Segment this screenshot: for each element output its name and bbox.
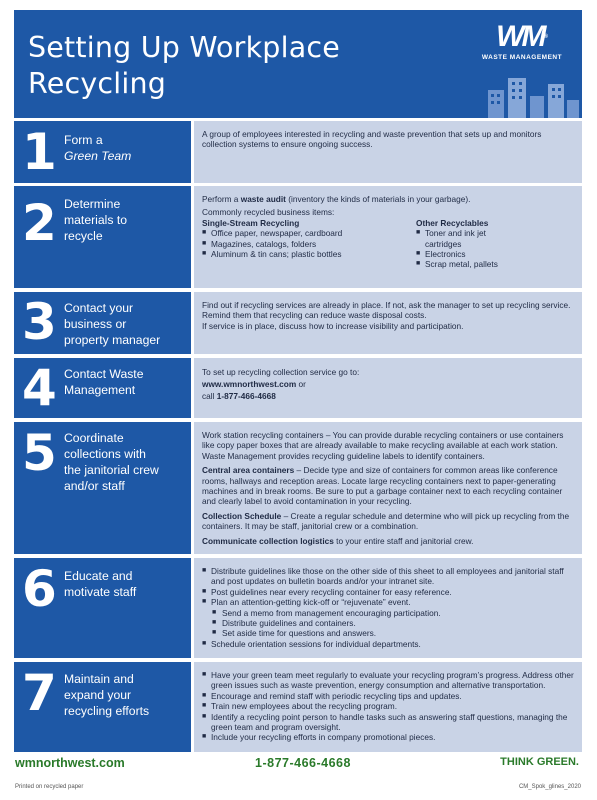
wm-logo: WM® WASTE MANAGEMENT — [472, 22, 572, 64]
step-1-text: A group of employees interested in recycling and waste prevention that sets up and monitors collection systems to ensure ongoing success. — [202, 129, 542, 150]
step-2-label-panel — [14, 186, 191, 288]
step-4-label-panel — [14, 358, 191, 418]
step-number: 1 — [22, 123, 57, 181]
step-5-content — [194, 422, 582, 554]
list-item: ■ Distribute guidelines and containers. — [202, 618, 574, 628]
footer-phone[interactable]: 1-877-466-4668 — [255, 756, 351, 770]
step-number: 4 — [22, 359, 57, 417]
step-7-text — [202, 670, 574, 743]
list-item: ■ Distribute guidelines like those on the other side of this sheet to all employees and janitorial staff and post updates on bulletin boards and/or your intranet site. — [202, 566, 574, 587]
step-2 — [14, 186, 582, 288]
step-label: Educate and motivate staff — [64, 569, 137, 599]
step-1-content — [194, 121, 582, 183]
think-green-logo: THINK GREEN. — [500, 756, 579, 768]
step-4-content — [194, 358, 582, 418]
list-item: ■ Office paper, newspaper, cardboard — [202, 228, 416, 238]
list-item: ■ Post guidelines near every recycling container for easy reference. — [202, 587, 574, 597]
step-number: 2 — [22, 194, 57, 252]
list-item: ■ Send a memo from management encouraging participation. — [202, 608, 574, 618]
step-label: Contact Waste Management — [64, 367, 144, 397]
step-2-text: Perform a waste audit (inventory the kinds of materials in your garbage). Commonly recycled business items: Single-Stream Recycling ■ Office paper, newspaper, cardboard ■ Magazines, catalogs, folders ■ Aluminum & tin cans; plastic bottles Other Recyclables ■ Toner and ink jet cartridges ■ Electronics ■ Scrap metal, pallets — [202, 194, 574, 270]
step-6-text — [202, 566, 574, 649]
header-banner — [14, 10, 582, 118]
list-item: ■ Magazines, catalogs, folders — [202, 239, 416, 249]
step-6-label-panel — [14, 558, 191, 658]
list-item: ■ Aluminum & tin cans; plastic bottles — [202, 249, 416, 259]
step-4 — [14, 358, 582, 418]
step-3 — [14, 292, 582, 354]
step-7-label-panel — [14, 662, 191, 752]
list-item: ■ Include your recycling efforts in company promotional pieces. — [202, 732, 574, 742]
step-7-content — [194, 662, 582, 752]
list-item: ■ Identify a recycling point person to handle tasks such as answering staff questions, managing the green team and program oversight. — [202, 712, 574, 733]
step-1-label-panel — [14, 121, 191, 183]
phone-link[interactable]: 1-877-466-4668 — [216, 391, 276, 401]
website-link[interactable]: www.wmnorthwest.com — [202, 379, 297, 389]
list-item: ■ Electronics — [416, 249, 566, 259]
step-number: 7 — [22, 664, 57, 722]
step-7 — [14, 662, 582, 752]
list-item: ■ Toner and ink jet cartridges — [416, 228, 496, 249]
list-item: ■ Plan an attention-getting kick-off or “rejuvenate” event. — [202, 597, 574, 607]
step-5-label-panel — [14, 422, 191, 554]
list-item: ■ Scrap metal, pallets — [416, 259, 566, 269]
step-number: 6 — [22, 560, 57, 618]
step-1 — [14, 121, 582, 183]
other-recyclables-list: Other Recyclables ■ Toner and ink jet cartridges ■ Electronics ■ Scrap metal, pallets — [416, 207, 566, 269]
step-3-text: Find out if recycling services are already in place. If not, ask the manager to set up recycling service. Remind them that recycling can reduce waste disposal costs. If service is in place, discuss how to increase visibility and participation. — [202, 300, 571, 331]
step-2-content — [194, 186, 582, 288]
list-item: ■ Train new employees about the recycling program. — [202, 701, 574, 711]
step-5-text: Work station recycling containers – You can provide durable recycling containers or use containers like copy paper boxes that are already available to make recycling available at each work station. Waste Management provides recycling guideline labels to identify containers. Central area containers – Decide type and size of containers for common areas like conference rooms, hallways and reception areas. Locate large recycling containers next to paper-generating machines and in break rooms. Be sure to put a garbage container next to each recycling container and clearly label to avoid contamination in your recycling. Collection Schedule – Create a regular schedule and determine who will pick up recycling from the containers. It may be staff, janitorial crew or a combination. Communicate collection logistics to your entire staff and janitorial crew. — [202, 430, 570, 546]
list-item: ■ Have your green team meet regularly to evaluate your recycling program’s progress. Address other green issues such as waste prevention, energy consumption and alternative transportation. — [202, 670, 574, 691]
step-label: Coordinate collections with the janitorial crew and/or staff — [64, 431, 159, 493]
title-line-2: Recycling — [28, 67, 167, 100]
single-stream-list: Commonly recycled business items: Single-Stream Recycling ■ Office paper, newspaper, cardboard ■ Magazines, catalogs, folders ■ Aluminum & tin cans; plastic bottles — [202, 207, 416, 269]
step-4-text: To set up recycling collection service go to: www.wmnorthwest.com or call 1-877-466-4668 — [202, 367, 360, 401]
step-3-content — [194, 292, 582, 354]
logo-mark: WM — [496, 20, 544, 53]
document-code: CM_Spok_glines_2020 — [518, 784, 581, 790]
step-label: Contact your business or property manager — [64, 301, 161, 347]
printed-note: Printed on recycled paper — [15, 784, 84, 790]
step-label: Maintain and expand your recycling efforts — [64, 672, 150, 718]
list-item: ■ Encourage and remind staff with periodic recycling tips and updates. — [202, 691, 574, 701]
footer-website-link[interactable]: wmnorthwest.com — [15, 756, 125, 770]
step-3-label-panel — [14, 292, 191, 354]
step-6 — [14, 558, 582, 658]
list-item: ■ Schedule orientation sessions for individual departments. — [202, 639, 574, 649]
step-6-content — [194, 558, 582, 658]
logo-subtitle: WASTE MANAGEMENT — [481, 54, 563, 61]
title-line-1: Setting Up Workplace — [28, 31, 340, 64]
list-item: ■ Set aside time for questions and answers. — [202, 628, 574, 638]
step-number: 5 — [22, 424, 57, 482]
step-label: Form a Green Team — [64, 133, 132, 163]
step-5 — [14, 422, 582, 554]
step-label: Determine materials to recycle — [64, 197, 127, 243]
buildings-icon — [482, 72, 582, 118]
step-number: 3 — [22, 293, 57, 351]
page-title — [28, 30, 428, 102]
